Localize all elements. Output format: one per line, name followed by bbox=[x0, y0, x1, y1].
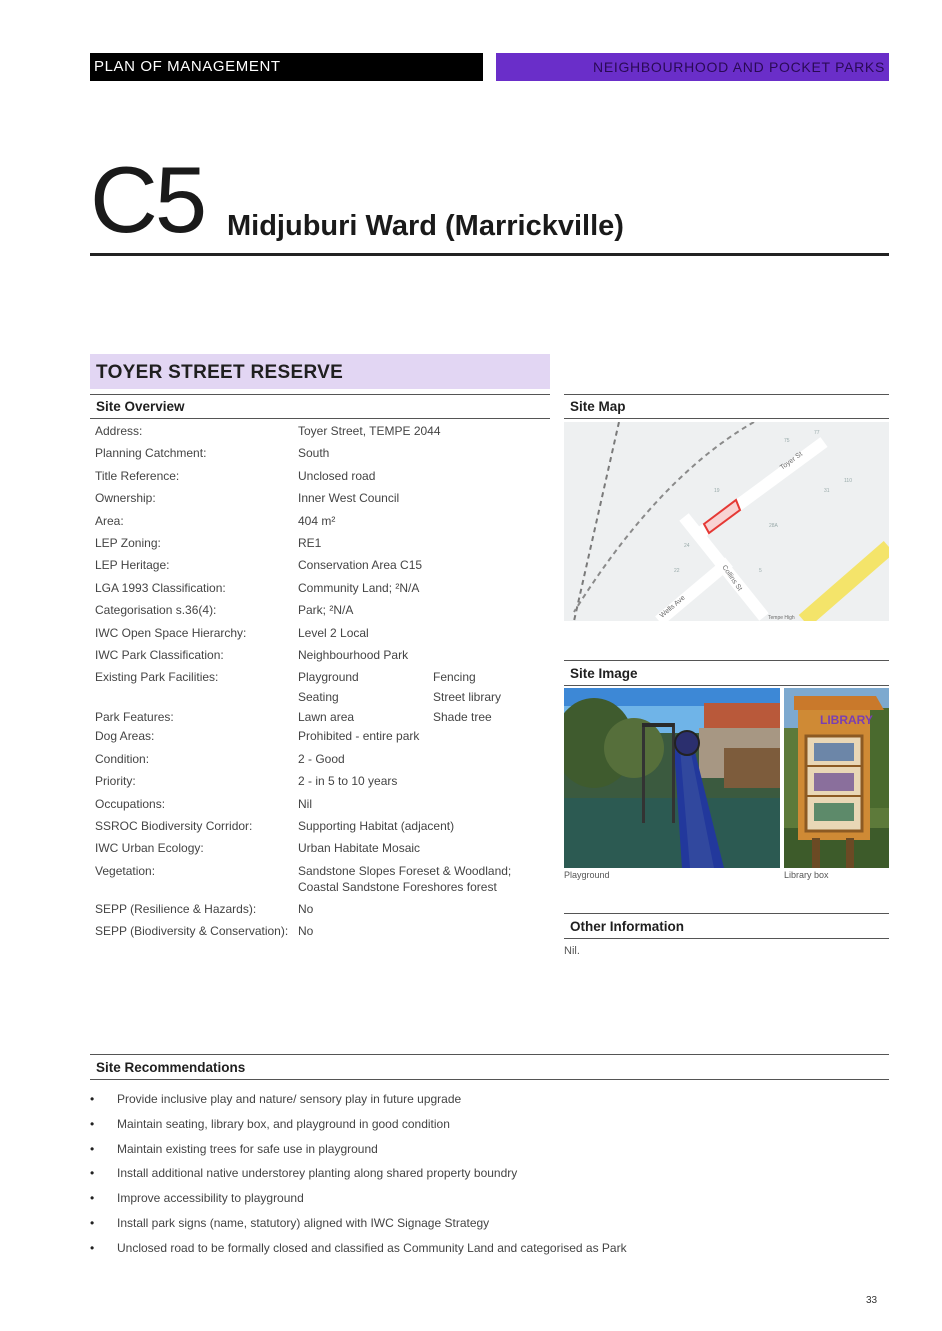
bullet: • bbox=[90, 1216, 95, 1230]
bullet: • bbox=[90, 1142, 95, 1156]
svg-text:110: 110 bbox=[844, 478, 852, 484]
overview-value: RE1 bbox=[298, 536, 322, 550]
other-info-bottom-rule bbox=[564, 938, 889, 939]
overview-label: LEP Heritage: bbox=[95, 558, 170, 572]
overview-label: Area: bbox=[95, 514, 124, 528]
overview-label: Dog Areas: bbox=[95, 729, 155, 743]
overview-label: LEP Zoning: bbox=[95, 536, 161, 550]
overview-value: Prohibited - entire park bbox=[298, 729, 420, 743]
site-map bbox=[564, 422, 889, 621]
overview-label: IWC Park Classification: bbox=[95, 648, 224, 662]
map-label-wells-ave: Wells Ave bbox=[658, 594, 687, 620]
svg-text:77: 77 bbox=[814, 430, 820, 436]
overview-label: LGA 1993 Classification: bbox=[95, 581, 226, 595]
playground-caption: Playground bbox=[564, 870, 610, 880]
recommendation-text: Maintain existing trees for safe use in playground bbox=[117, 1142, 378, 1156]
overview-value: Toyer Street, TEMPE 2044 bbox=[298, 424, 441, 438]
site-map-top-rule bbox=[564, 394, 889, 395]
recommendation-text: Install additional native understorey planting along shared property boundry bbox=[117, 1166, 518, 1180]
overview-label: Priority: bbox=[95, 774, 136, 788]
overview-top-rule bbox=[90, 394, 550, 395]
svg-text:31: 31 bbox=[824, 488, 830, 494]
overview-value: Sandstone Slopes Foreset & Woodland; bbox=[298, 864, 512, 878]
overview-value: No bbox=[298, 902, 314, 916]
ward-title: Midjuburi Ward (Marrickville) bbox=[227, 210, 624, 242]
overview-value: Neighbourhood Park bbox=[298, 648, 409, 662]
recommendations-heading: Site Recommendations bbox=[96, 1060, 246, 1075]
overview-value: Urban Habitate Mosaic bbox=[298, 841, 421, 855]
site-map-graphic bbox=[564, 422, 889, 621]
overview-label: Park Features: bbox=[95, 710, 174, 724]
site-map-heading: Site Map bbox=[570, 399, 626, 414]
bullet: • bbox=[90, 1241, 95, 1255]
section-code: C5 bbox=[90, 147, 205, 252]
overview-value: Unclosed road bbox=[298, 469, 376, 483]
svg-text:75: 75 bbox=[784, 438, 790, 444]
overview-label: IWC Open Space Hierarchy: bbox=[95, 626, 247, 640]
overview-label: Occupations: bbox=[95, 797, 166, 811]
overview-value: 2 - in 5 to 10 years bbox=[298, 774, 398, 788]
overview-value: Seating bbox=[298, 690, 339, 704]
overview-bottom-rule bbox=[90, 418, 550, 419]
site-map-bottom-rule bbox=[564, 418, 889, 419]
other-info-top-rule bbox=[564, 913, 889, 914]
recommendation-text: Maintain seating, library box, and playground in good condition bbox=[117, 1117, 450, 1131]
overview-label: Vegetation: bbox=[95, 864, 156, 878]
bullet: • bbox=[90, 1092, 95, 1106]
svg-text:28A: 28A bbox=[769, 523, 778, 529]
header-plan-of-management: PLAN OF MANAGEMENT bbox=[90, 53, 483, 81]
overview-label: Ownership: bbox=[95, 491, 156, 505]
overview-value: Coastal Sandstone Foreshores forest bbox=[298, 880, 497, 894]
overview-label: Categorisation s.36(4): bbox=[95, 603, 217, 617]
overview-label: Planning Catchment: bbox=[95, 446, 207, 460]
svg-text:19: 19 bbox=[714, 488, 720, 494]
overview-value: Community Land; ²N/A bbox=[298, 581, 420, 595]
recommendations-bottom-rule bbox=[90, 1079, 889, 1080]
overview-label: SSROC Biodiversity Corridor: bbox=[95, 819, 253, 833]
overview-value: Level 2 Local bbox=[298, 626, 369, 640]
overview-label: Title Reference: bbox=[95, 469, 180, 483]
overview-value: 2 - Good bbox=[298, 752, 345, 766]
overview-label: SEPP (Biodiversity & Conservation): bbox=[95, 924, 289, 938]
overview-value: Lawn area bbox=[298, 710, 355, 724]
overview-value-secondary: Street library bbox=[433, 690, 502, 704]
recommendation-text: Install park signs (name, statutory) aligned with IWC Signage Strategy bbox=[117, 1216, 490, 1230]
library-sign: LIBRARY bbox=[820, 713, 873, 727]
overview-value: 404 m² bbox=[298, 514, 336, 528]
overview-label: Condition: bbox=[95, 752, 150, 766]
reserve-name: TOYER STREET RESERVE bbox=[96, 362, 344, 383]
svg-text:5: 5 bbox=[759, 568, 762, 574]
recommendation-text: Unclosed road to be formally closed and classified as Community Land and categorised as Park bbox=[117, 1241, 627, 1255]
svg-text:24: 24 bbox=[684, 543, 690, 549]
svg-text:22: 22 bbox=[674, 568, 680, 574]
overview-value: Supporting Habitat (adjacent) bbox=[298, 819, 455, 833]
overview-label: Existing Park Facilities: bbox=[95, 670, 219, 684]
other-info-heading: Other Information bbox=[570, 919, 684, 934]
title-rule bbox=[90, 253, 889, 256]
site-image-top-rule bbox=[564, 660, 889, 661]
overview-value: Inner West Council bbox=[298, 491, 400, 505]
overview-value: No bbox=[298, 924, 314, 938]
overview-label: IWC Urban Ecology: bbox=[95, 841, 204, 855]
library-box-photo bbox=[784, 688, 889, 868]
overview-label: Address: bbox=[95, 424, 143, 438]
overview-label: SEPP (Resilience & Hazards): bbox=[95, 902, 257, 916]
recommendations-top-rule bbox=[90, 1054, 889, 1055]
map-label-collins-st: Collins St bbox=[720, 564, 744, 593]
recommendation-text: Improve accessibility to playground bbox=[117, 1191, 304, 1205]
playground-photo bbox=[564, 688, 780, 868]
page-number: 33 bbox=[866, 1295, 878, 1306]
map-label-toyer-st: Toyer St bbox=[779, 450, 804, 472]
overview-value: Playground bbox=[298, 670, 359, 684]
recommendation-text: Provide inclusive play and nature/ sensory play in future upgrade bbox=[117, 1092, 462, 1106]
overview-value: South bbox=[298, 446, 330, 460]
bullet: • bbox=[90, 1117, 95, 1131]
bullet: • bbox=[90, 1166, 95, 1180]
overview-value: Conservation Area C15 bbox=[298, 558, 423, 572]
overview-value: Park; ²N/A bbox=[298, 603, 354, 617]
overview-value-secondary: Fencing bbox=[433, 670, 476, 684]
overview-value-secondary: Shade tree bbox=[433, 710, 492, 724]
bullet: • bbox=[90, 1191, 95, 1205]
other-info-text: Nil. bbox=[564, 945, 580, 957]
overview-value: Nil bbox=[298, 797, 312, 811]
map-label-tempe-high: Tempe High bbox=[768, 615, 795, 621]
library-box-caption: Library box bbox=[784, 870, 829, 880]
site-image-bottom-rule bbox=[564, 685, 889, 686]
overview-heading: Site Overview bbox=[96, 399, 185, 414]
site-image-heading: Site Image bbox=[570, 666, 638, 681]
header-section-name: NEIGHBOURHOOD AND POCKET PARKS bbox=[496, 53, 889, 81]
